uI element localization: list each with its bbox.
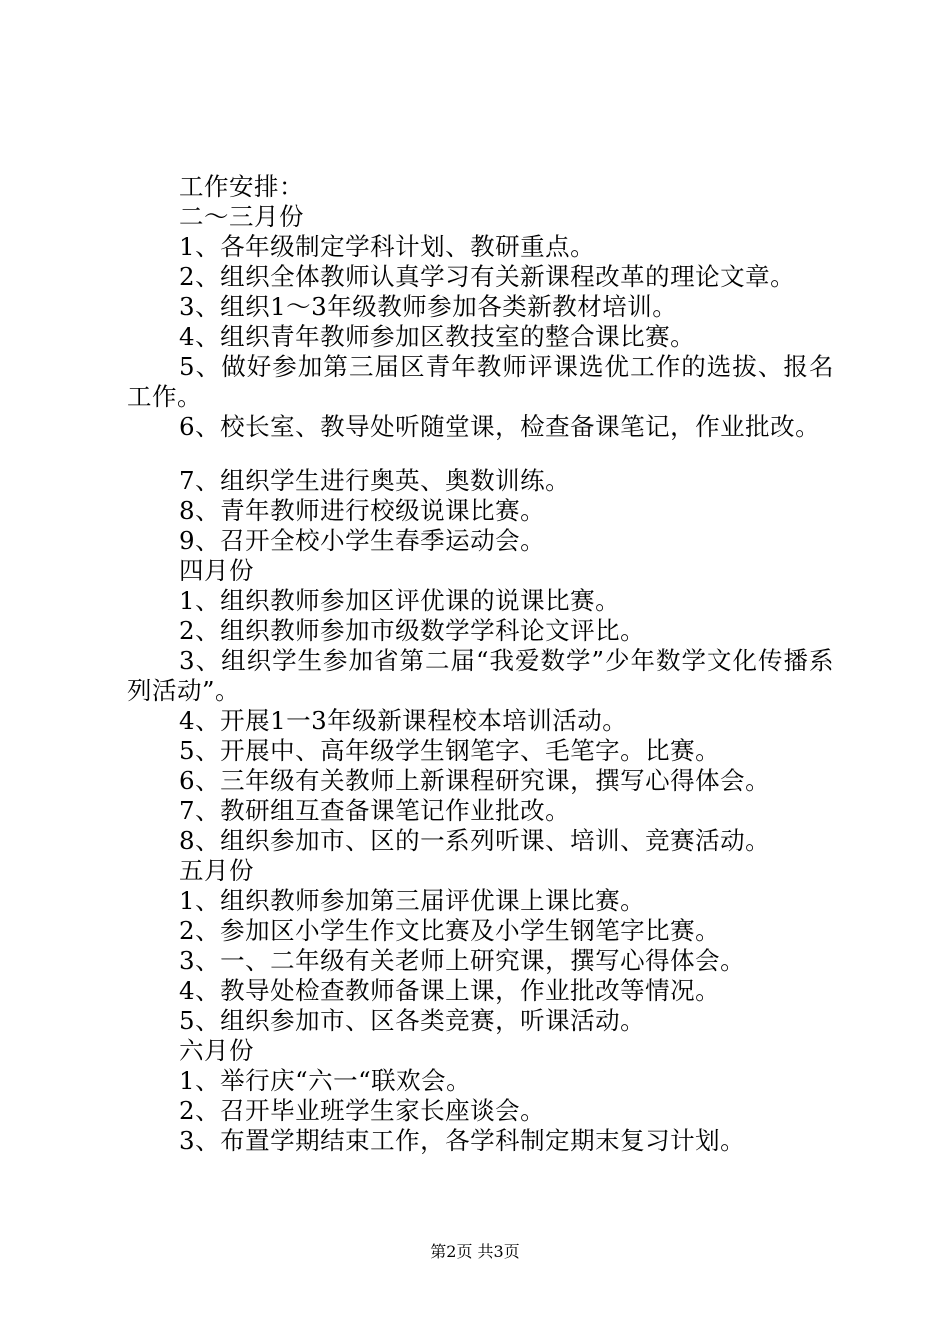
- list-item: 1、组织教师参加区评优课的说课比赛。: [179, 586, 621, 615]
- list-item: 1、举行庆“六一“联欢会。: [179, 1066, 472, 1095]
- list-item: 2、参加区小学生作文比赛及小学生钢笔字比赛。: [179, 916, 721, 945]
- list-item: 4、组织青年教师参加区教技室的整合课比赛。: [179, 322, 696, 351]
- blank-gap: [127, 442, 834, 466]
- list-item: 5、组织参加市、区各类竞赛，听课活动。: [179, 1006, 646, 1035]
- list-item: 2、召开毕业班学生家长座谈会。: [179, 1096, 546, 1125]
- list-item: 3、布置学期结束工作，各学科制定期末复习计划。: [179, 1126, 746, 1155]
- list-item: 5、做好参加第三届区青年教师评课选优工作的选拔、报名工作。: [127, 352, 834, 411]
- list-item: 2、组织教师参加市级数学学科论文评比。: [179, 616, 646, 645]
- list-item: 3、组织学生参加省第二届“我爱数学”少年数学文化传播系列活动”。: [127, 646, 834, 705]
- list-item: 1、各年级制定学科计划、教研重点。: [179, 232, 596, 261]
- list-item: 5、开展中、高年级学生钢笔字、毛笔字。比赛。: [179, 736, 721, 765]
- list-item: 1、组织教师参加第三届评优课上课比赛。: [179, 886, 646, 915]
- list-item: 7、组织学生进行奥英、奥数训练。: [179, 466, 571, 495]
- list-item: 3、组织1～3年级教师参加各类新教材培训。: [179, 292, 678, 321]
- section-heading-april: 四月份: [179, 556, 254, 585]
- list-item: 4、教导处检查教师备课上课，作业批改等情况。: [179, 976, 721, 1005]
- list-item: 8、组织参加市、区的一系列听课、培训、竞赛活动。: [179, 826, 771, 855]
- section-heading-work-plan: 工作安排：: [179, 172, 304, 201]
- document-body: [127, 172, 834, 1156]
- list-item: 8、青年教师进行校级说课比赛。: [179, 496, 546, 525]
- section-heading-feb-mar: 二～三月份: [179, 202, 304, 231]
- list-item: 6、三年级有关教师上新课程研究课，撰写心得体会。: [179, 766, 771, 795]
- list-item: 2、组织全体教师认真学习有关新课程改革的理论文章。: [179, 262, 796, 291]
- list-item: 3、一、二年级有关老师上研究课，撰写心得体会。: [179, 946, 746, 975]
- section-heading-june: 六月份: [179, 1036, 254, 1065]
- list-item: 6、校长室、教导处听随堂课，检查备课笔记，作业批改。: [179, 412, 821, 441]
- section-heading-may: 五月份: [179, 856, 254, 885]
- list-item: 4、开展1一3年级新课程校本培训活动。: [179, 706, 628, 735]
- list-item: 7、教研组互查备课笔记作业批改。: [179, 796, 571, 825]
- list-item: 9、召开全校小学生春季运动会。: [179, 526, 546, 555]
- page-footer: 第2页 共3页: [430, 1242, 520, 1261]
